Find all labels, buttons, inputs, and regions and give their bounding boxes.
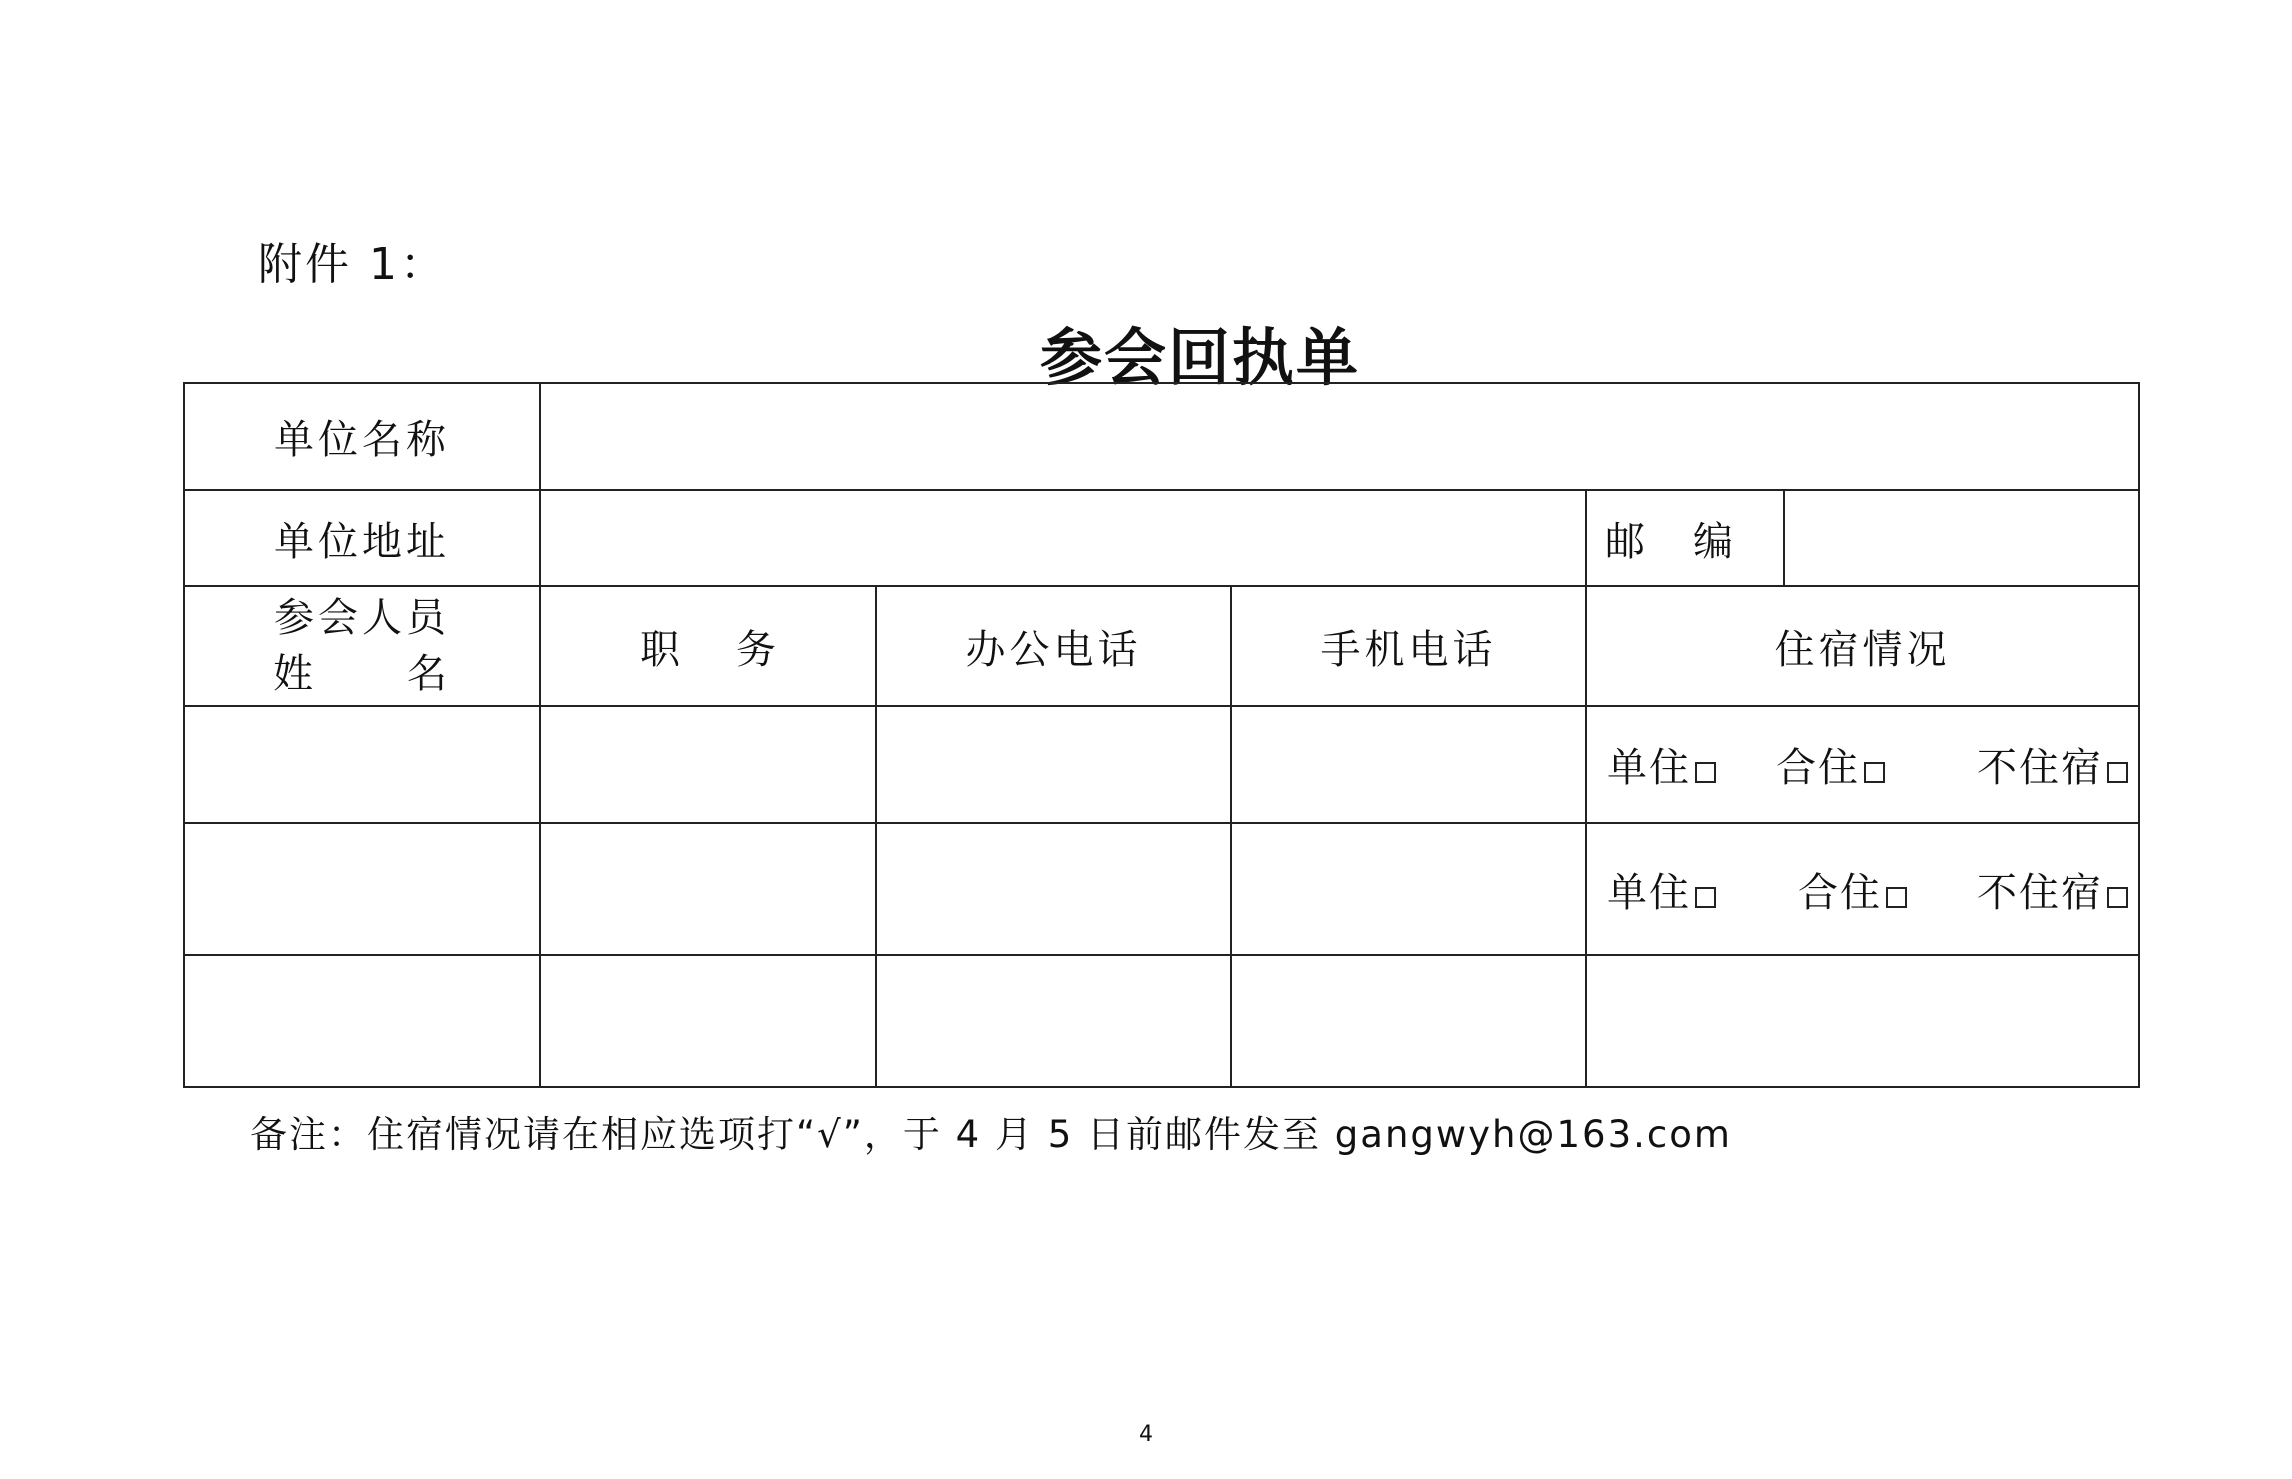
unit-name-field[interactable] [540,383,2139,490]
accommodation-options [1586,706,2139,823]
page-number: 4 [1139,1422,1153,1447]
option-none-label: 不住宿 [1977,745,2103,791]
option-none [1977,861,2128,918]
unit-address-field[interactable] [540,490,1586,586]
unit-name-label: 单位名称 [184,383,540,490]
unit-name-row [184,383,2139,490]
option-single [1607,861,1716,918]
office-phone-header: 办公电话 [876,586,1231,706]
no-stay-checkbox[interactable] [2107,762,2128,783]
position-header-char1: 职 [640,626,680,673]
postal-code-field[interactable] [1784,490,2139,586]
option-none [1977,736,2128,793]
attendee-name-cell[interactable] [184,955,540,1087]
accommodation-header: 住宿情况 [1586,586,2139,706]
option-single-label: 单住 [1607,745,1691,791]
option-single [1607,736,1716,793]
attendee-name-cell[interactable] [184,706,540,823]
option-shared [1776,736,1885,793]
option-shared-label: 合住 [1798,869,1882,916]
attendee-mobile-phone-cell[interactable] [1231,823,1586,955]
header-row [184,586,2139,706]
shared-checkbox[interactable] [1864,762,1885,783]
mobile-phone-header: 手机电话 [1231,586,1586,706]
attendee-office-phone-cell[interactable] [876,823,1231,955]
postal-code-label [1586,490,1784,586]
position-header-char2: 务 [736,626,776,673]
option-single-label: 单住 [1607,869,1691,916]
postal-code-label-part1: 邮 [1605,518,1645,565]
attendee-row [184,823,2139,955]
attendee-header-char1: 姓 [273,651,317,697]
attendee-name-cell[interactable] [184,823,540,955]
attendee-header-line1: 参会人员 [274,595,450,641]
attendee-header-line2 [185,646,539,702]
footnote: 备注：住宿情况请在相应选项打“√”，于 4 月 5 日前邮件发至 gangwyh@163.com [250,1113,1732,1156]
shared-checkbox[interactable] [1886,887,1907,908]
accommodation-options [1586,823,2139,955]
attendee-row [184,706,2139,823]
attendee-position-cell[interactable] [540,823,876,955]
attendee-row [184,955,2139,1087]
option-none-label: 不住宿 [1977,869,2103,916]
unit-address-row [184,490,2139,586]
attendee-office-phone-cell[interactable] [876,955,1231,1087]
single-checkbox[interactable] [1695,887,1716,908]
attendee-position-cell[interactable] [540,706,876,823]
single-checkbox[interactable] [1695,762,1716,783]
accommodation-cell[interactable] [1586,955,2139,1087]
option-shared [1798,861,1907,918]
attendee-mobile-phone-cell[interactable] [1231,955,1586,1087]
attendee-position-cell[interactable] [540,955,876,1087]
attendee-name-header [184,586,540,706]
attendee-office-phone-cell[interactable] [876,706,1231,823]
annex-label: 附件 1： [258,239,447,290]
attendee-header-char2: 名 [407,651,451,697]
position-header [540,586,876,706]
postal-code-label-part2: 编 [1693,518,1733,565]
no-stay-checkbox[interactable] [2107,887,2128,908]
option-shared-label: 合住 [1776,745,1860,791]
form-title: 参会回执单 [1039,321,1360,394]
registration-form-table [183,382,2140,1088]
attendee-mobile-phone-cell[interactable] [1231,706,1586,823]
unit-address-label: 单位地址 [184,490,540,586]
